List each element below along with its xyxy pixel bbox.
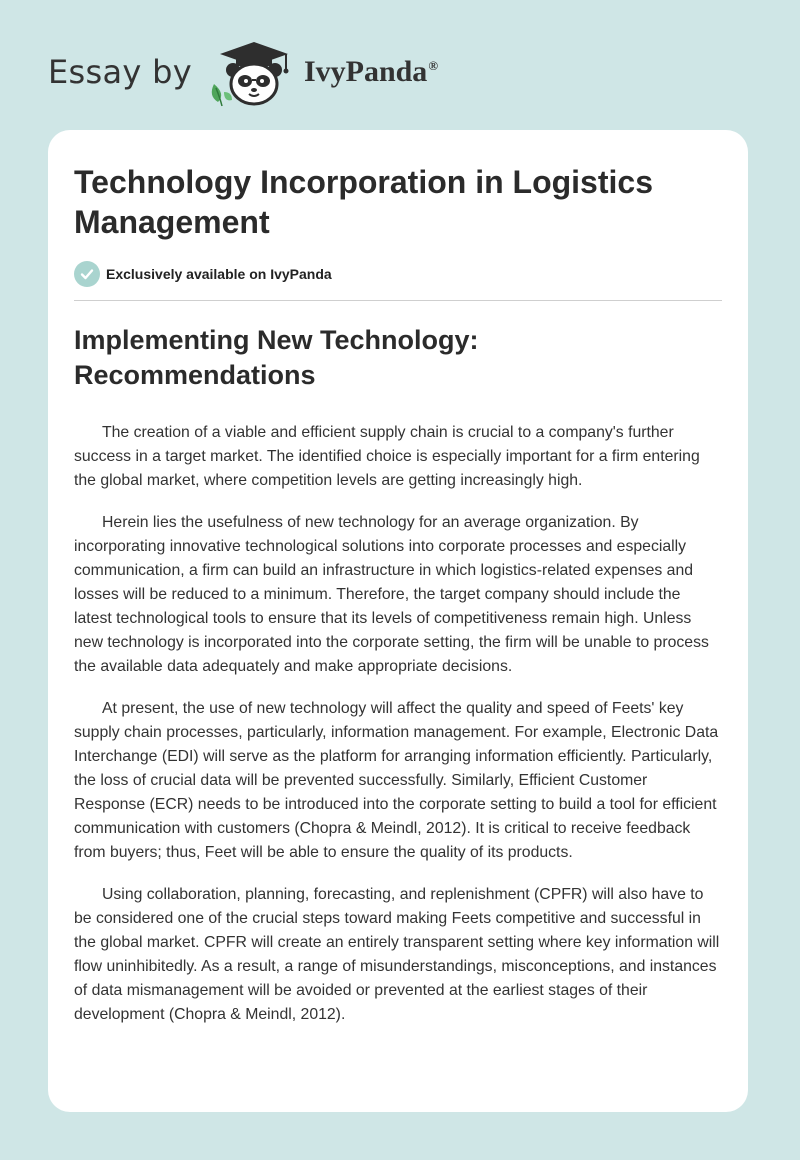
section-heading: Implementing New Technology: Recommendations <box>74 325 479 390</box>
paragraph: The creation of a viable and efficient supply chain is crucial to a company's further success in a target market. The identified choice is especially important for a firm entering the global market, where competition levels are getting increasingly high. <box>74 424 700 489</box>
check-circle-icon <box>74 261 100 287</box>
paragraph: At present, the use of new technology will affect the quality and speed of Feets' key supply chain processes, particularly, information management. For example, Electronic Data Interchange (EDI) will serve as the platform for arranging information efficiently. Particularly, the loss of crucial data will be prevented successfully. Similarly, Efficient Customer Response (ECR) needs to be introduced into the corporate setting to build a tool for efficient communication with customers (Chopra & Meindl, 2012). It is critical to receive feedback from buyers; thus, Feet will be able to ensure the quality of its products. <box>74 700 719 861</box>
brand-name: IvyPanda® <box>303 55 439 88</box>
paragraph: Using collaboration, planning, forecasting, and replenishment (CPFR) will also have to be considered one of the crucial steps toward making Feets competitive and successful in the global market. CPFR will create an entirely transparent setting where key information will flow uninhibitedly. As a result, a range of misunderstandings, misconceptions, and instances of data mismanagement will be avoided or prevented at the earliest stages of their development (Chopra & Meindl, 2012). <box>74 886 720 1023</box>
divider <box>74 300 722 301</box>
panda-graduation-cap-icon <box>206 36 298 108</box>
essay-card <box>48 130 748 1112</box>
brand-prefix: Essay by <box>48 53 192 91</box>
page-title: Technology Incorporation in Logistics Management <box>74 164 653 240</box>
exclusive-badge <box>74 260 722 288</box>
site-header-brand[interactable] <box>48 36 438 108</box>
paragraph: Herein lies the usefulness of new technology for an average organization. By incorporating innovative technological solutions into corporate processes and especially communication, a firm can build an infrastructure in which logistics-related expenses and losses will be reduced to a minimum. Therefore, the target company should include the latest technological tools to ensure that its levels of competitiveness remain high. Unless new technology is incorporated into the corporate setting, the firm will be unable to process the available data adequately and make appropriate decisions. <box>74 514 709 675</box>
badge-text: Exclusively available on IvyPanda <box>106 266 332 282</box>
